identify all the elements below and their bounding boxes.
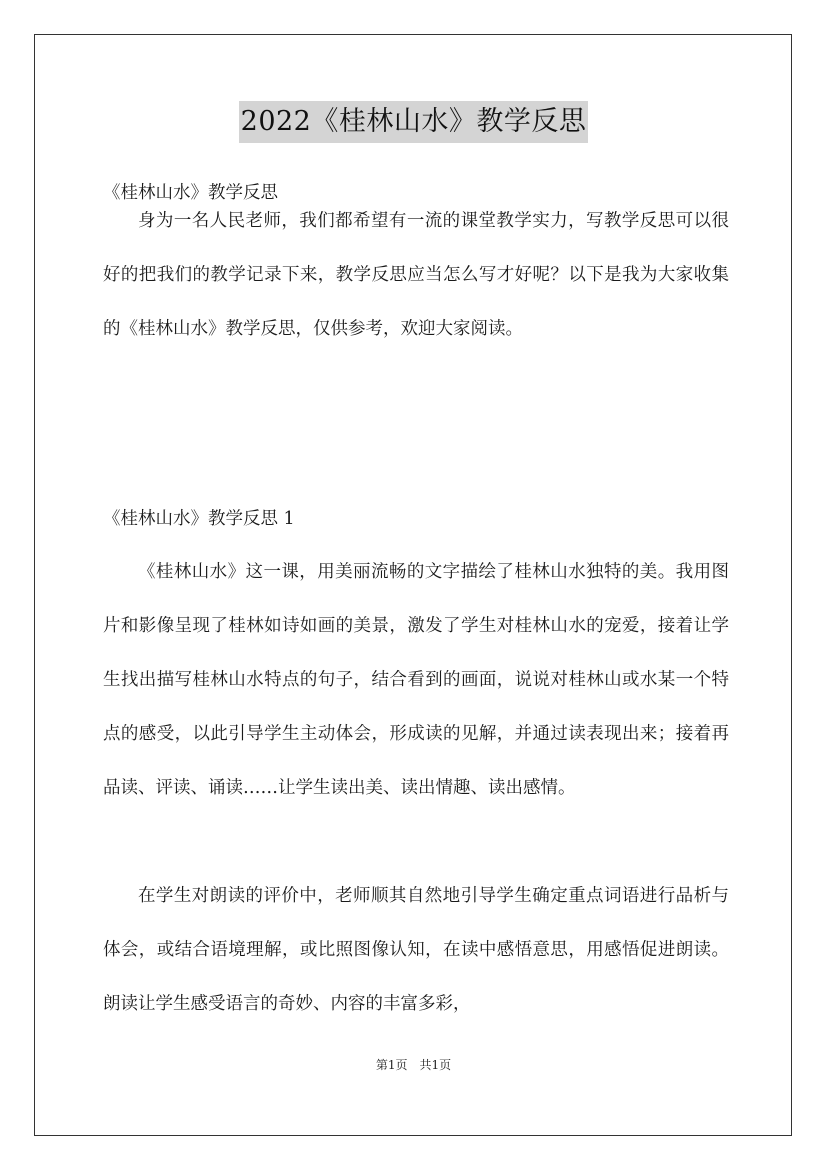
intro-paragraph: 身为一名人民老师，我们都希望有一流的课堂教学实力，写教学反思可以很好的把我们的教学记录下来，教学反思应当怎么写才好呢？以下是我为大家收集的《桂林山水》教学反思，仅供参考，欢迎大家阅读。 bbox=[103, 211, 729, 339]
document-subtitle: 《桂林山水》教学反思 bbox=[103, 183, 278, 203]
title-container bbox=[0, 101, 827, 143]
section1-paragraph-1: 《桂林山水》这一课，用美丽流畅的文字描绘了桂林山水独特的美。我用图片和影像呈现了桂林如诗如画的美景，激发了学生对桂林山水的宠爱，接着让学生找出描写桂林山水特点的句子，结合看到的画面，说说对桂林山或水某一个特点的感受，以此引导学生主动体会，形成读的见解，并通过读表现出来；接着再品读、评读、诵读……让学生读出美、读出情趣、读出感情。 bbox=[103, 562, 729, 798]
section1-paragraph-2: 在学生对朗读的评价中，老师顺其自然地引导学生确定重点词语进行品析与体会，或结合语境理解，或比照图像认知，在读中感悟意思，用感悟促进朗读。朗读让学生感受语言的奇妙、内容的丰富多彩， bbox=[103, 886, 729, 1014]
document-title: 2022《桂林山水》教学反思 bbox=[239, 101, 589, 143]
page-footer: 第1页 共1页 bbox=[375, 1058, 452, 1072]
section-heading-1: 《桂林山水》教学反思 1 bbox=[103, 509, 295, 529]
